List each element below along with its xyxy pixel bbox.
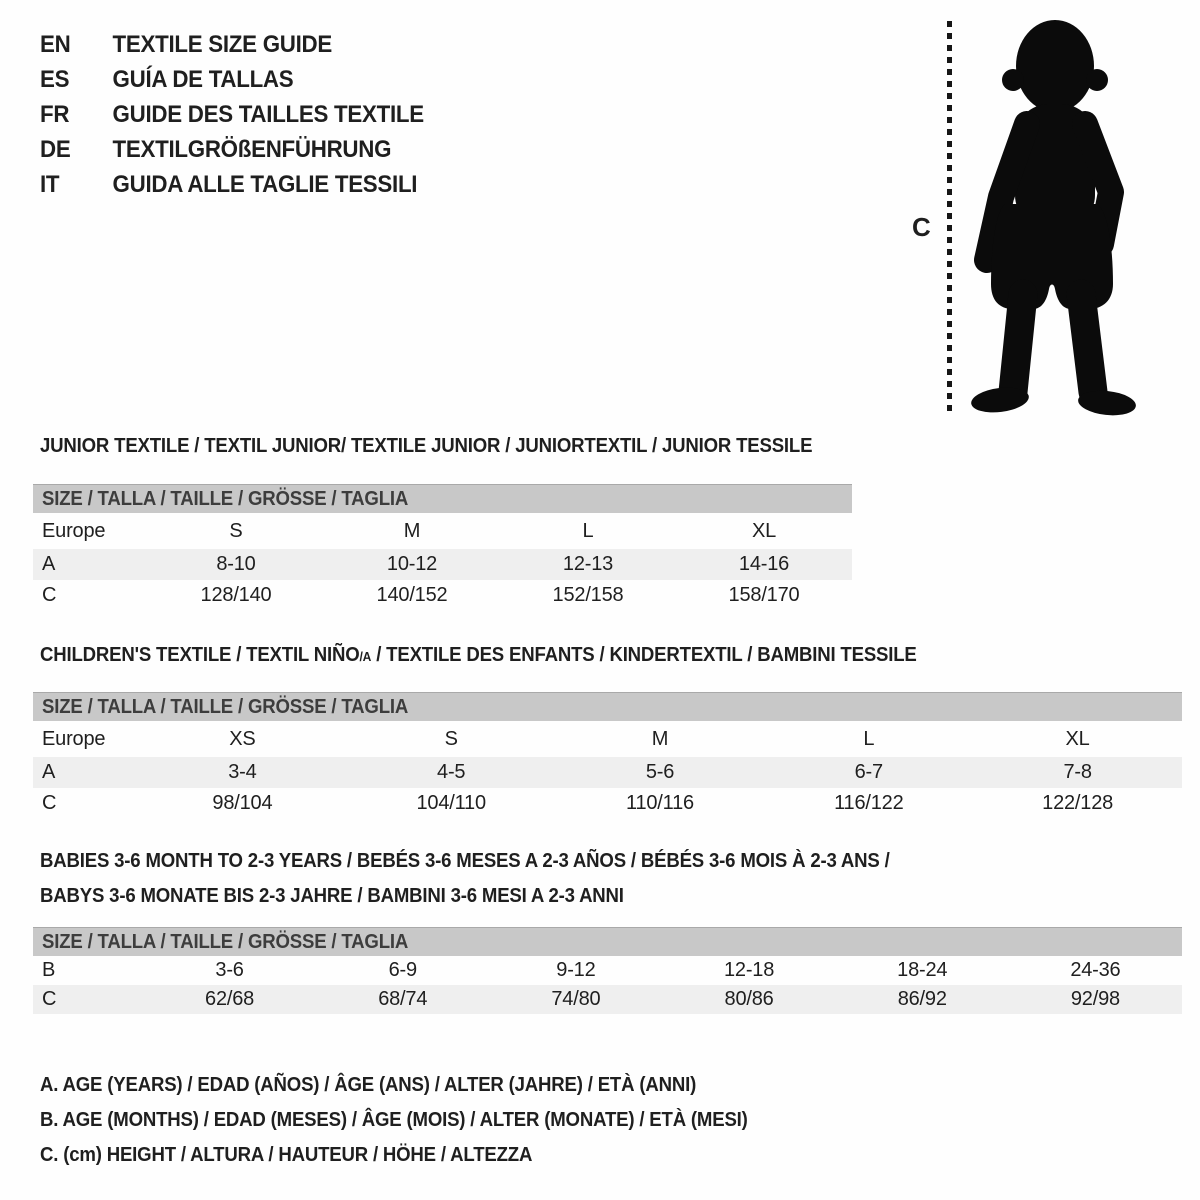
- table-cell: S: [229, 519, 243, 542]
- table-cell: XL: [1065, 727, 1090, 750]
- table-cell: 3-4: [228, 761, 257, 783]
- table-cell: XS: [229, 727, 256, 750]
- table-cell: 8-10: [216, 553, 256, 575]
- table-cell: L: [582, 519, 594, 542]
- table-cell: 18-24: [897, 959, 948, 981]
- children-section-title: [40, 643, 917, 669]
- language-label: GUÍA DE TALLAS: [112, 66, 294, 93]
- measurement-legend: [40, 1068, 801, 1173]
- legend-line-height: C. (cm) HEIGHT / ALTURA / HAUTEUR / HÖHE / ALTEZZA: [40, 1144, 533, 1166]
- table-cell: 116/122: [834, 792, 904, 814]
- table-cell: 10-12: [386, 553, 438, 575]
- table-cell: 6-9: [388, 959, 417, 981]
- table-cell: Europe: [42, 519, 106, 542]
- size-header-text: SIZE / TALLA / TAILLE / GRÖSSE / TAGLIA: [42, 487, 409, 510]
- table-cell: 24-36: [1070, 959, 1121, 981]
- table-header-row: [33, 513, 852, 549]
- height-measure-dashed-line: [947, 21, 952, 415]
- table-cell: M: [651, 727, 669, 750]
- babies-section-title: [40, 844, 954, 914]
- table-cell: 110/116: [626, 792, 694, 814]
- babies-size-table: [33, 927, 1182, 1014]
- language-row-en: [40, 27, 424, 62]
- babies-title-line1: BABIES 3-6 MONTH TO 2-3 YEARS / BEBÉS 3-6 MESES A 2-3 AÑOS / BÉBÉS 3-6 MOIS À 2-3 ANS /: [40, 850, 890, 872]
- language-code: EN: [40, 31, 71, 58]
- table-cell: 5-6: [645, 761, 675, 783]
- language-code: IT: [40, 171, 60, 198]
- table-cell: XL: [751, 519, 777, 542]
- row-label: C: [42, 792, 57, 814]
- babies-size-header-bar: [33, 927, 1182, 956]
- table-cell: M: [403, 519, 421, 542]
- table-cell: 4-5: [437, 761, 466, 783]
- junior-size-table: [33, 484, 852, 611]
- row-label: B: [42, 959, 56, 981]
- row-label: C: [42, 988, 57, 1010]
- table-cell: L: [863, 727, 875, 750]
- table-header-row: [33, 721, 1182, 757]
- children-size-table: [33, 692, 1182, 819]
- row-label: A: [42, 761, 56, 783]
- table-cell: 12-13: [562, 553, 614, 575]
- children-title-suffix: / TEXTILE DES ENFANTS / KINDERTEXTIL / BAMBINI TESSILE: [371, 644, 917, 666]
- toddler-silhouette-image: [955, 12, 1150, 422]
- table-cell: 98/104: [212, 792, 273, 814]
- table-cell: 62/68: [205, 988, 255, 1010]
- table-cell: 92/98: [1070, 988, 1120, 1010]
- table-cell: 12-18: [724, 959, 775, 981]
- table-cell: Europe: [42, 727, 106, 750]
- table-cell: 7-8: [1063, 761, 1092, 783]
- language-row-it: [40, 167, 424, 202]
- language-row-de: [40, 132, 424, 167]
- table-cell: 122/128: [1042, 792, 1114, 814]
- language-label: TEXTILE SIZE GUIDE: [112, 31, 332, 58]
- row-label: A: [42, 553, 56, 575]
- legend-line-age-months: B. AGE (MONTHS) / EDAD (MESES) / ÂGE (MOIS) / ALTER (MONATE) / ETÀ (MESI): [40, 1109, 748, 1131]
- junior-size-header-bar: [33, 484, 852, 513]
- table-cell: 14-16: [738, 553, 790, 575]
- legend-line-age-years: A. AGE (YEARS) / EDAD (AÑOS) / ÂGE (ANS) / ALTER (JAHRE) / ETÀ (ANNI): [40, 1074, 697, 1096]
- table-cell: 140/152: [376, 584, 448, 606]
- children-title-sub: /A: [359, 649, 372, 664]
- language-row-es: [40, 62, 424, 97]
- language-code: ES: [40, 66, 70, 93]
- language-label: GUIDE DES TAILLES TEXTILE: [112, 101, 424, 128]
- table-cell: 128/140: [200, 584, 272, 606]
- children-size-header-bar: [33, 692, 1182, 721]
- table-row-age-months: [33, 956, 1182, 985]
- table-cell: S: [444, 727, 458, 750]
- children-title-prefix: CHILDREN'S TEXTILE / TEXTIL NIÑO: [40, 644, 360, 666]
- language-label: GUIDA ALLE TAGLIE TESSILI: [112, 171, 418, 198]
- table-row-age: [33, 757, 1182, 788]
- table-cell: 104/110: [416, 792, 486, 814]
- table-cell: 80/86: [724, 988, 774, 1010]
- table-row-height: [33, 580, 852, 611]
- table-cell: 158/170: [728, 584, 800, 606]
- junior-section-title: JUNIOR TEXTILE / TEXTIL JUNIOR/ TEXTILE JUNIOR / JUNIORTEXTIL / JUNIOR TESSILE: [40, 435, 813, 457]
- language-label: TEXTILGRÖßENFÜHRUNG: [112, 136, 392, 163]
- language-code: DE: [40, 136, 71, 163]
- language-title-list: [40, 27, 453, 202]
- language-row-fr: [40, 97, 424, 132]
- table-cell: 68/74: [378, 988, 428, 1010]
- language-code: FR: [40, 101, 70, 128]
- row-label: C: [42, 584, 57, 606]
- table-row-height: [33, 788, 1182, 819]
- size-header-text: SIZE / TALLA / TAILLE / GRÖSSE / TAGLIA: [42, 695, 409, 718]
- table-cell: 9-12: [556, 959, 596, 981]
- babies-title-line2: BABYS 3-6 MONATE BIS 2-3 JAHRE / BAMBINI 3-6 MESI A 2-3 ANNI: [40, 885, 624, 907]
- table-cell: 86/92: [897, 988, 947, 1010]
- table-row-height: [33, 985, 1182, 1014]
- table-cell: 6-7: [854, 761, 883, 783]
- height-measure-label: C: [912, 212, 931, 242]
- table-cell: 74/80: [551, 988, 601, 1010]
- size-header-text: SIZE / TALLA / TAILLE / GRÖSSE / TAGLIA: [42, 930, 409, 953]
- table-cell: 152/158: [552, 584, 624, 606]
- table-row-age: [33, 549, 852, 580]
- table-cell: 3-6: [215, 959, 244, 981]
